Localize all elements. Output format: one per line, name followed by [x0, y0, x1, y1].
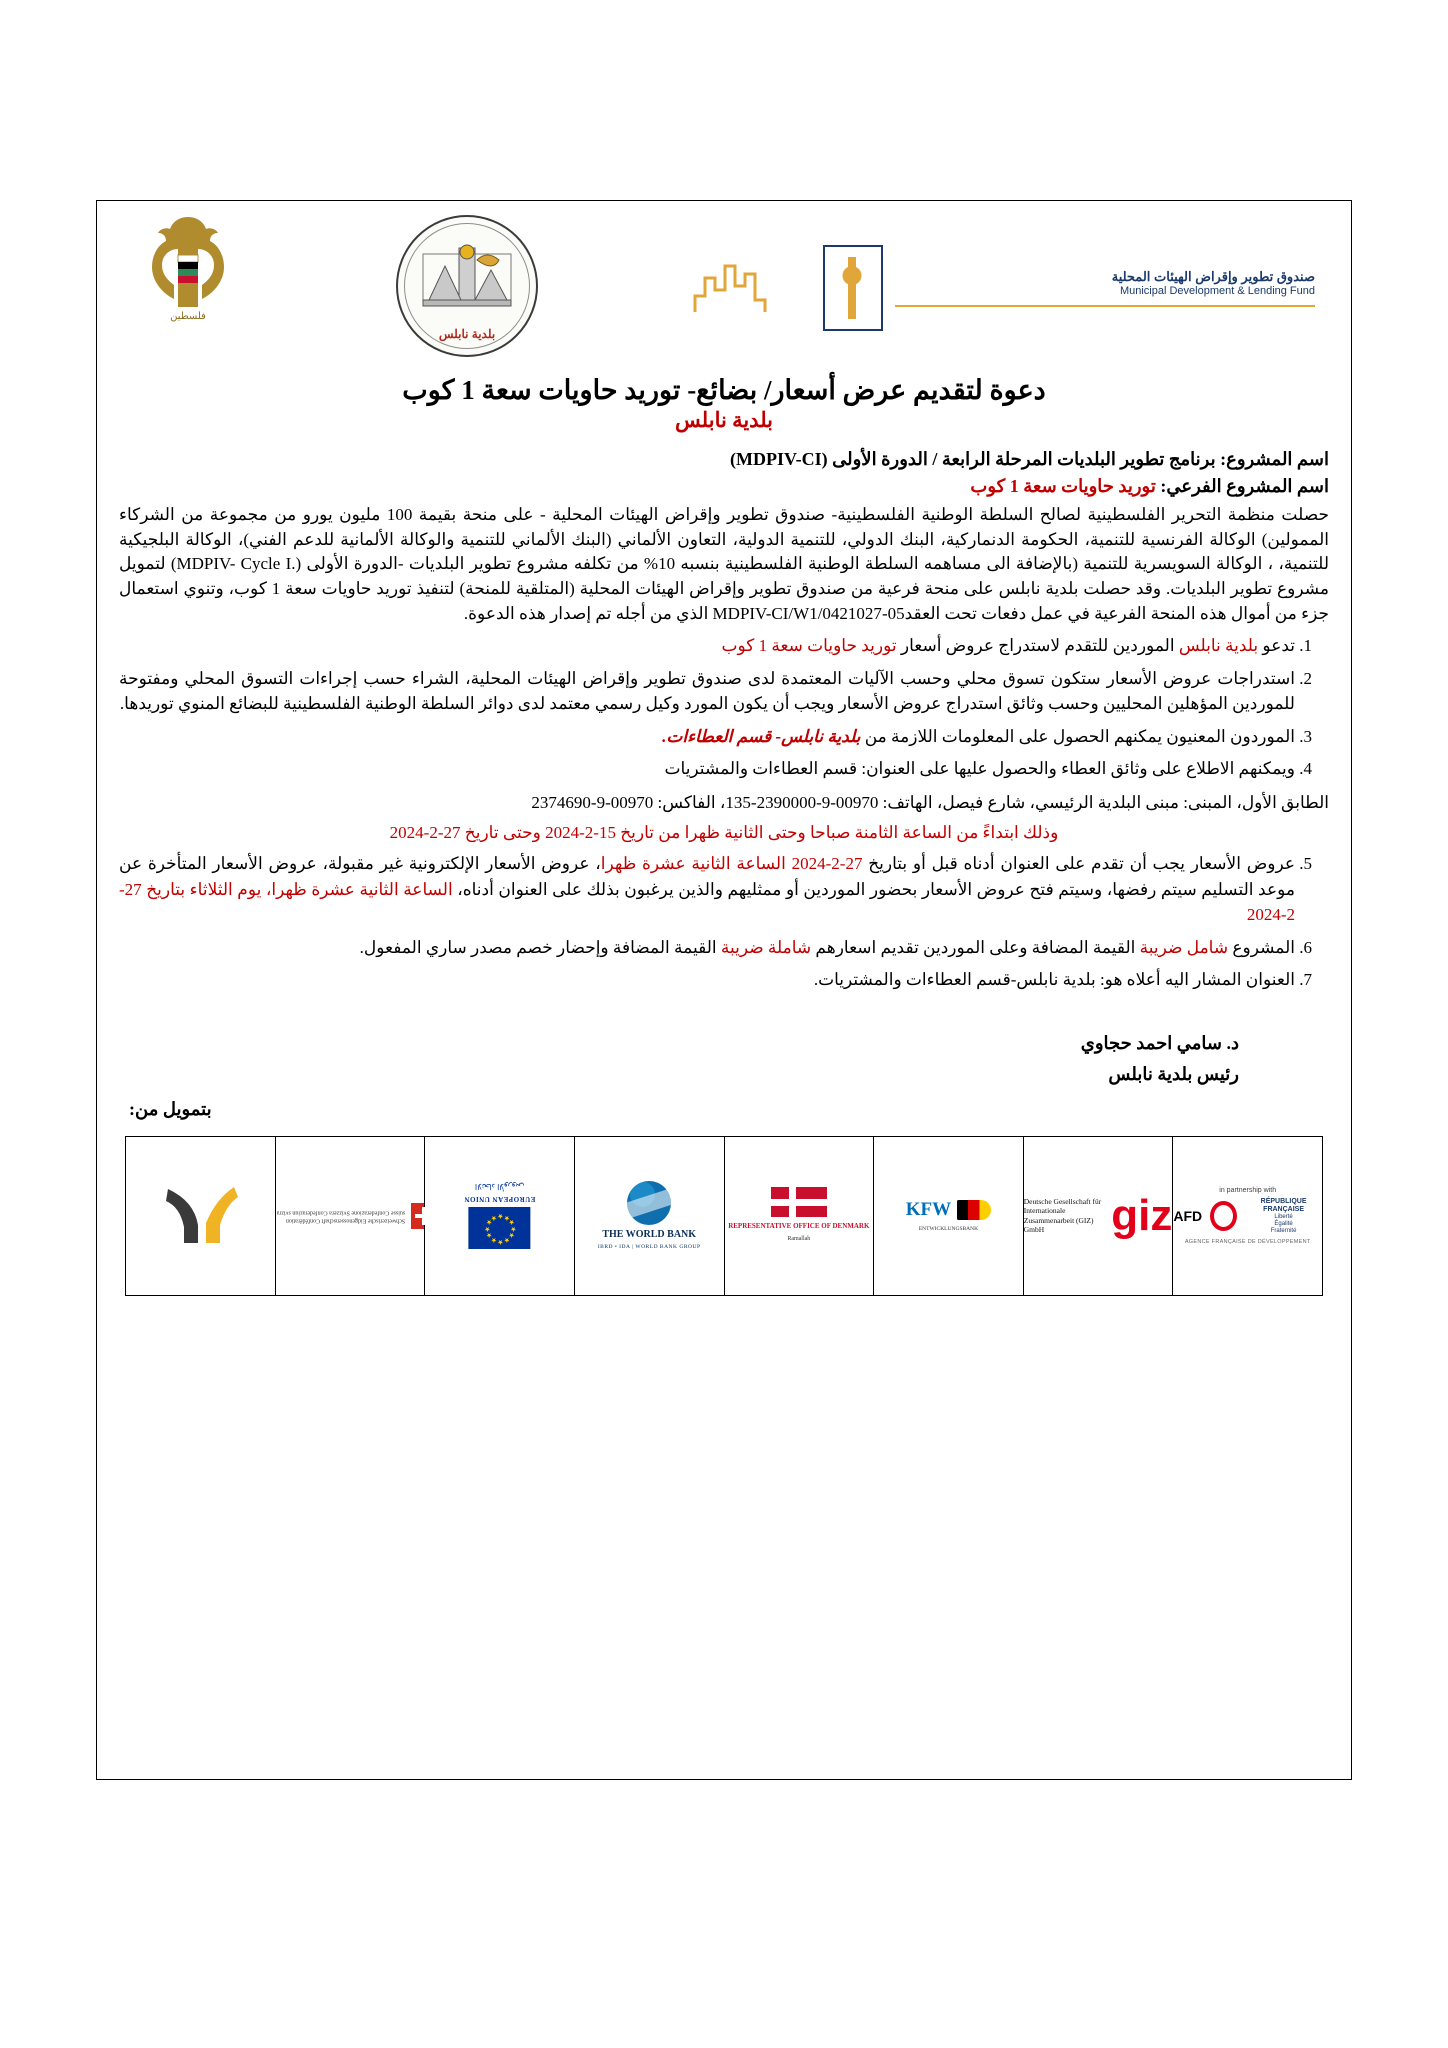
clause-text: الموردين للتقدم لاستدراج عروض أسعار — [896, 636, 1179, 656]
clause-item — [119, 633, 1295, 659]
signature-block — [119, 1033, 1329, 1085]
address-line: الطابق الأول، المبنى: مبنى البلدية الرئيسي، شارع فيصل، الهاتف: 00970-9-2390000-135، الفاكس: 00970-9-2374690 — [531, 792, 1329, 812]
clause-text: 27-2-2024 الساعة الثانية عشرة ظهرا — [600, 854, 863, 874]
mdlf-name-ar: صندوق تطوير وإقراض الهيئات المحلية — [1111, 269, 1315, 284]
giz-fullname: Deutsche Gesellschaft für Internationale Zusammenarbeit (GIZ) GmbH — [1023, 1196, 1102, 1235]
denmark-office-title: REPRESENTATIVE OFFICE OF DENMARK — [728, 1222, 870, 1231]
clause-text: بلدية نابلس- قسم العطاءات. — [662, 726, 861, 746]
donor-world-bank — [574, 1137, 724, 1295]
document-page — [96, 200, 1352, 1780]
eu-star-icon: ★ — [490, 1213, 497, 1222]
funded-by-label: بتمويل من: — [129, 1098, 212, 1119]
clause-item — [119, 756, 1295, 782]
eu-star-icon: ★ — [497, 1238, 504, 1247]
page-title: دعوة لتقديم عرض أسعار/ بضائع- توريد حاويات سعة 1 كوب — [402, 375, 1046, 405]
eu-star-icon: ★ — [490, 1236, 497, 1245]
clause-text: القيمة المضافة وإحضار خصم مصدر ساري المفعول. — [359, 937, 721, 957]
pa-emblem-caption: فلسطين — [170, 311, 206, 322]
swiss-cross-icon — [411, 1203, 424, 1229]
clause-list-second — [119, 851, 1329, 993]
eu-star-icon: ★ — [510, 1225, 517, 1234]
clause-item — [119, 967, 1295, 993]
donor-swiss-cooperation — [275, 1137, 425, 1295]
clause-text: العنوان المشار اليه أعلاه هو: بلدية نابلس-قسم العطاءات والمشتريات. — [813, 970, 1295, 990]
afd-republic-label: RÉPUBLIQUE FRANÇAISE — [1260, 1197, 1307, 1213]
clause-text: استدراجات عروض الأسعار ستكون تسوق محلي وحسب الآليات المعتمدة لدى صندوق تطوير وإقراض الهيئات المحلية، الشراء حسب إجراءات التسوق المحلي ومفتوحة للموردين المؤهلين المحليين وحسب وثائق استدراج عروض الأسعار ويجب أن يكون المورد وكيل رسمي معتمد لدى دوائر السلطة الوطنية الفلسطينية للبضائع المنوي توريدها. — [119, 668, 1295, 714]
nablus-seal-label: بلدية نابلس — [438, 327, 496, 341]
mdlf-underline — [895, 305, 1315, 307]
clause-item — [119, 935, 1295, 961]
donor-yellow-mark — [126, 1137, 275, 1295]
clause-text: المشروع — [1228, 937, 1295, 957]
eu-star-icon: ★ — [503, 1213, 510, 1222]
clause-text: بلدية نابلس — [1178, 636, 1259, 656]
afd-tagline: AGENCE FRANÇAISE DE DÉVELOPPEMENT — [1184, 1238, 1311, 1245]
kfw-caption: ENTWICKLUNGSBANK — [918, 1226, 979, 1233]
world-bank-globe-icon — [627, 1181, 671, 1225]
mdlf-logo — [691, 245, 1315, 331]
intro-paragraph: حصلت منظمة التحرير الفلسطينية لصالح السلطة الوطنية الفلسطينية- صندوق تطوير وإقراض الهيئات المحلية - على منحة بقيمة 100 مليون يورو من مجموعة من الشركاء الممولين) الوكالة الفرنسية للتنمية، الحكومة الدنماركية، البنك الدولي، للتنمية الدولية، التعاون الألماني (البنك الألماني للتنمية والوكالة الألمانية للدعم الفني)، الوكالة البلجيكية للتنمية، ، الوكالة السويسرية للتنمية (بالإضافة الى مساهمه السلطة الوطنية الفلسطينية بنسبه 10% من تكلفه مشروع تطوير البلديات -الدورة الأولى (.MDPIV- Cycle I) لتمويل مشروع تطوير البلديات. وقد حصلت بلدية نابلس على منحة فرعية من صندوق تطوير وإقراض الهيئات المحلية (المتلقية للمنحة) لتنفيذ توريد حاويات سعة 1 كوب، وتنوي استعمال جزء من أموال هذه المنحة الفرعية في عمل دفعات تحت العقد05-MDPIV-CI/W1/0421027 الذي من أجله تم إصدار هذه الدعوة. — [119, 505, 1329, 623]
clause-text: الساعة الثانية عشرة ظهرا، يوم الثلاثاء بتاريخ 27-2-2024 — [119, 879, 1295, 925]
afd-ring-icon — [1210, 1201, 1237, 1231]
header-logo-row — [119, 207, 1329, 357]
world-bank-sub: IBRD • IDA | WORLD BANK GROUP — [597, 1244, 701, 1251]
clause-item — [119, 724, 1295, 750]
mdlf-name-en: Municipal Development & Lending Fund — [1119, 285, 1315, 298]
page-subtitle: بلدية نابلس — [675, 408, 773, 432]
donor-european-union — [424, 1137, 574, 1295]
clause-text: شامل ضريبة — [1139, 937, 1229, 957]
clause-text: ، عروض الأسعار الإلكترونية غير مقبولة، عروض الأسعار المتأخرة عن موعد التسليم سيتم رفضها، وسيتم فتح عروض الأسعار بحضور الموردين أو ممثليهم والذين يرغبون بذلك على العنوان أدناه، — [119, 854, 1295, 899]
eu-star-icon: ★ — [485, 1218, 493, 1227]
yellow-y-logo-icon — [158, 1179, 242, 1253]
eu-star-icon: ★ — [484, 1225, 491, 1234]
subproject-name-label: اسم المشروع الفرعي: — [1160, 476, 1329, 496]
kfw-wordmark: KFW — [905, 1199, 952, 1221]
eu-star-icon: ★ — [485, 1231, 493, 1240]
donor-denmark — [724, 1137, 874, 1295]
afd-partner-text: in partnership with — [1219, 1186, 1277, 1194]
eagle-icon — [142, 211, 234, 315]
donor-giz — [1023, 1137, 1173, 1295]
hours-line: وذلك ابتداءً من الساعة الثامنة صباحا وحتى الثانية ظهرا من تاريخ 15-2-2024 وحتى تاريخ 27-2-2024 — [389, 823, 1059, 843]
mdlf-wave-icon — [691, 256, 811, 320]
palestinian-authority-emblem-icon — [133, 211, 243, 351]
eu-star-icon: ★ — [497, 1212, 504, 1221]
clause-text: توريد حاويات سعة 1 كوب — [721, 636, 897, 656]
subproject-name-line — [119, 476, 1329, 497]
clause-text: القيمة المضافة وعلى الموردين تقديم اسعارهم — [811, 937, 1140, 957]
french-republic-mark-icon: RÉPUBLIQUE FRANÇAISE Liberté Égalité Fraternité — [1245, 1198, 1322, 1235]
project-name-value: برنامج تطوير البلديات المرحلة الرابعة / الدورة الأولى (MDPIV-CI) — [729, 449, 1216, 469]
mdlf-mark-icon — [823, 245, 883, 331]
clause-text: شاملة ضريبة — [720, 937, 812, 957]
clause-text: عروض الأسعار يجب أن تقدم على العنوان أدناه قبل أو بتاريخ — [862, 854, 1295, 874]
eu-star-icon: ★ — [508, 1218, 515, 1227]
project-name-line — [119, 449, 1329, 470]
eu-name-en: EUROPEAN UNION — [463, 1195, 536, 1204]
giz-wordmark: giz — [1111, 1190, 1173, 1240]
eu-flag-icon — [469, 1207, 531, 1249]
denmark-office-city: Ramallah — [787, 1236, 811, 1243]
donor-afd — [1172, 1137, 1322, 1295]
clause-list-first — [119, 633, 1329, 782]
eu-name-ar: الاتحاد الأوروبي — [474, 1182, 525, 1192]
denmark-flag-icon — [771, 1187, 827, 1217]
project-name-label: اسم المشروع: — [1220, 449, 1329, 469]
subproject-name-value: توريد حاويات سعة 1 كوب — [970, 476, 1156, 496]
signatory-name: د. سامي احمد حجاوي — [1080, 1032, 1239, 1053]
donor-logo-strip — [125, 1136, 1323, 1296]
german-flag-icon — [957, 1200, 991, 1220]
nablus-municipality-seal-icon — [392, 211, 542, 361]
swiss-confederation-text: Schweizerische Eidgenossenschaft Confédération suisse Confederazione Svizzera Confederaziun svizra — [276, 1209, 405, 1224]
document-body — [97, 201, 1351, 1136]
clause-item — [119, 851, 1295, 928]
clause-text: الموردون المعنيون يمكنهم الحصول على المعلومات اللازمة من — [860, 726, 1295, 746]
donor-kfw — [873, 1137, 1023, 1295]
clause-text: ويمكنهم الاطلاع على وثائق العطاء والحصول عليها على العنوان: قسم العطاءات والمشتريات — [664, 759, 1295, 779]
world-bank-name: THE WORLD BANK — [602, 1229, 697, 1241]
clause-item — [119, 666, 1295, 717]
afd-name: AFD — [1173, 1208, 1203, 1225]
eu-star-icon: ★ — [508, 1231, 515, 1240]
clause-text: تدعو — [1258, 636, 1295, 656]
eu-star-icon: ★ — [503, 1236, 510, 1245]
signatory-position: رئيس بلدية نابلس — [1108, 1063, 1239, 1084]
